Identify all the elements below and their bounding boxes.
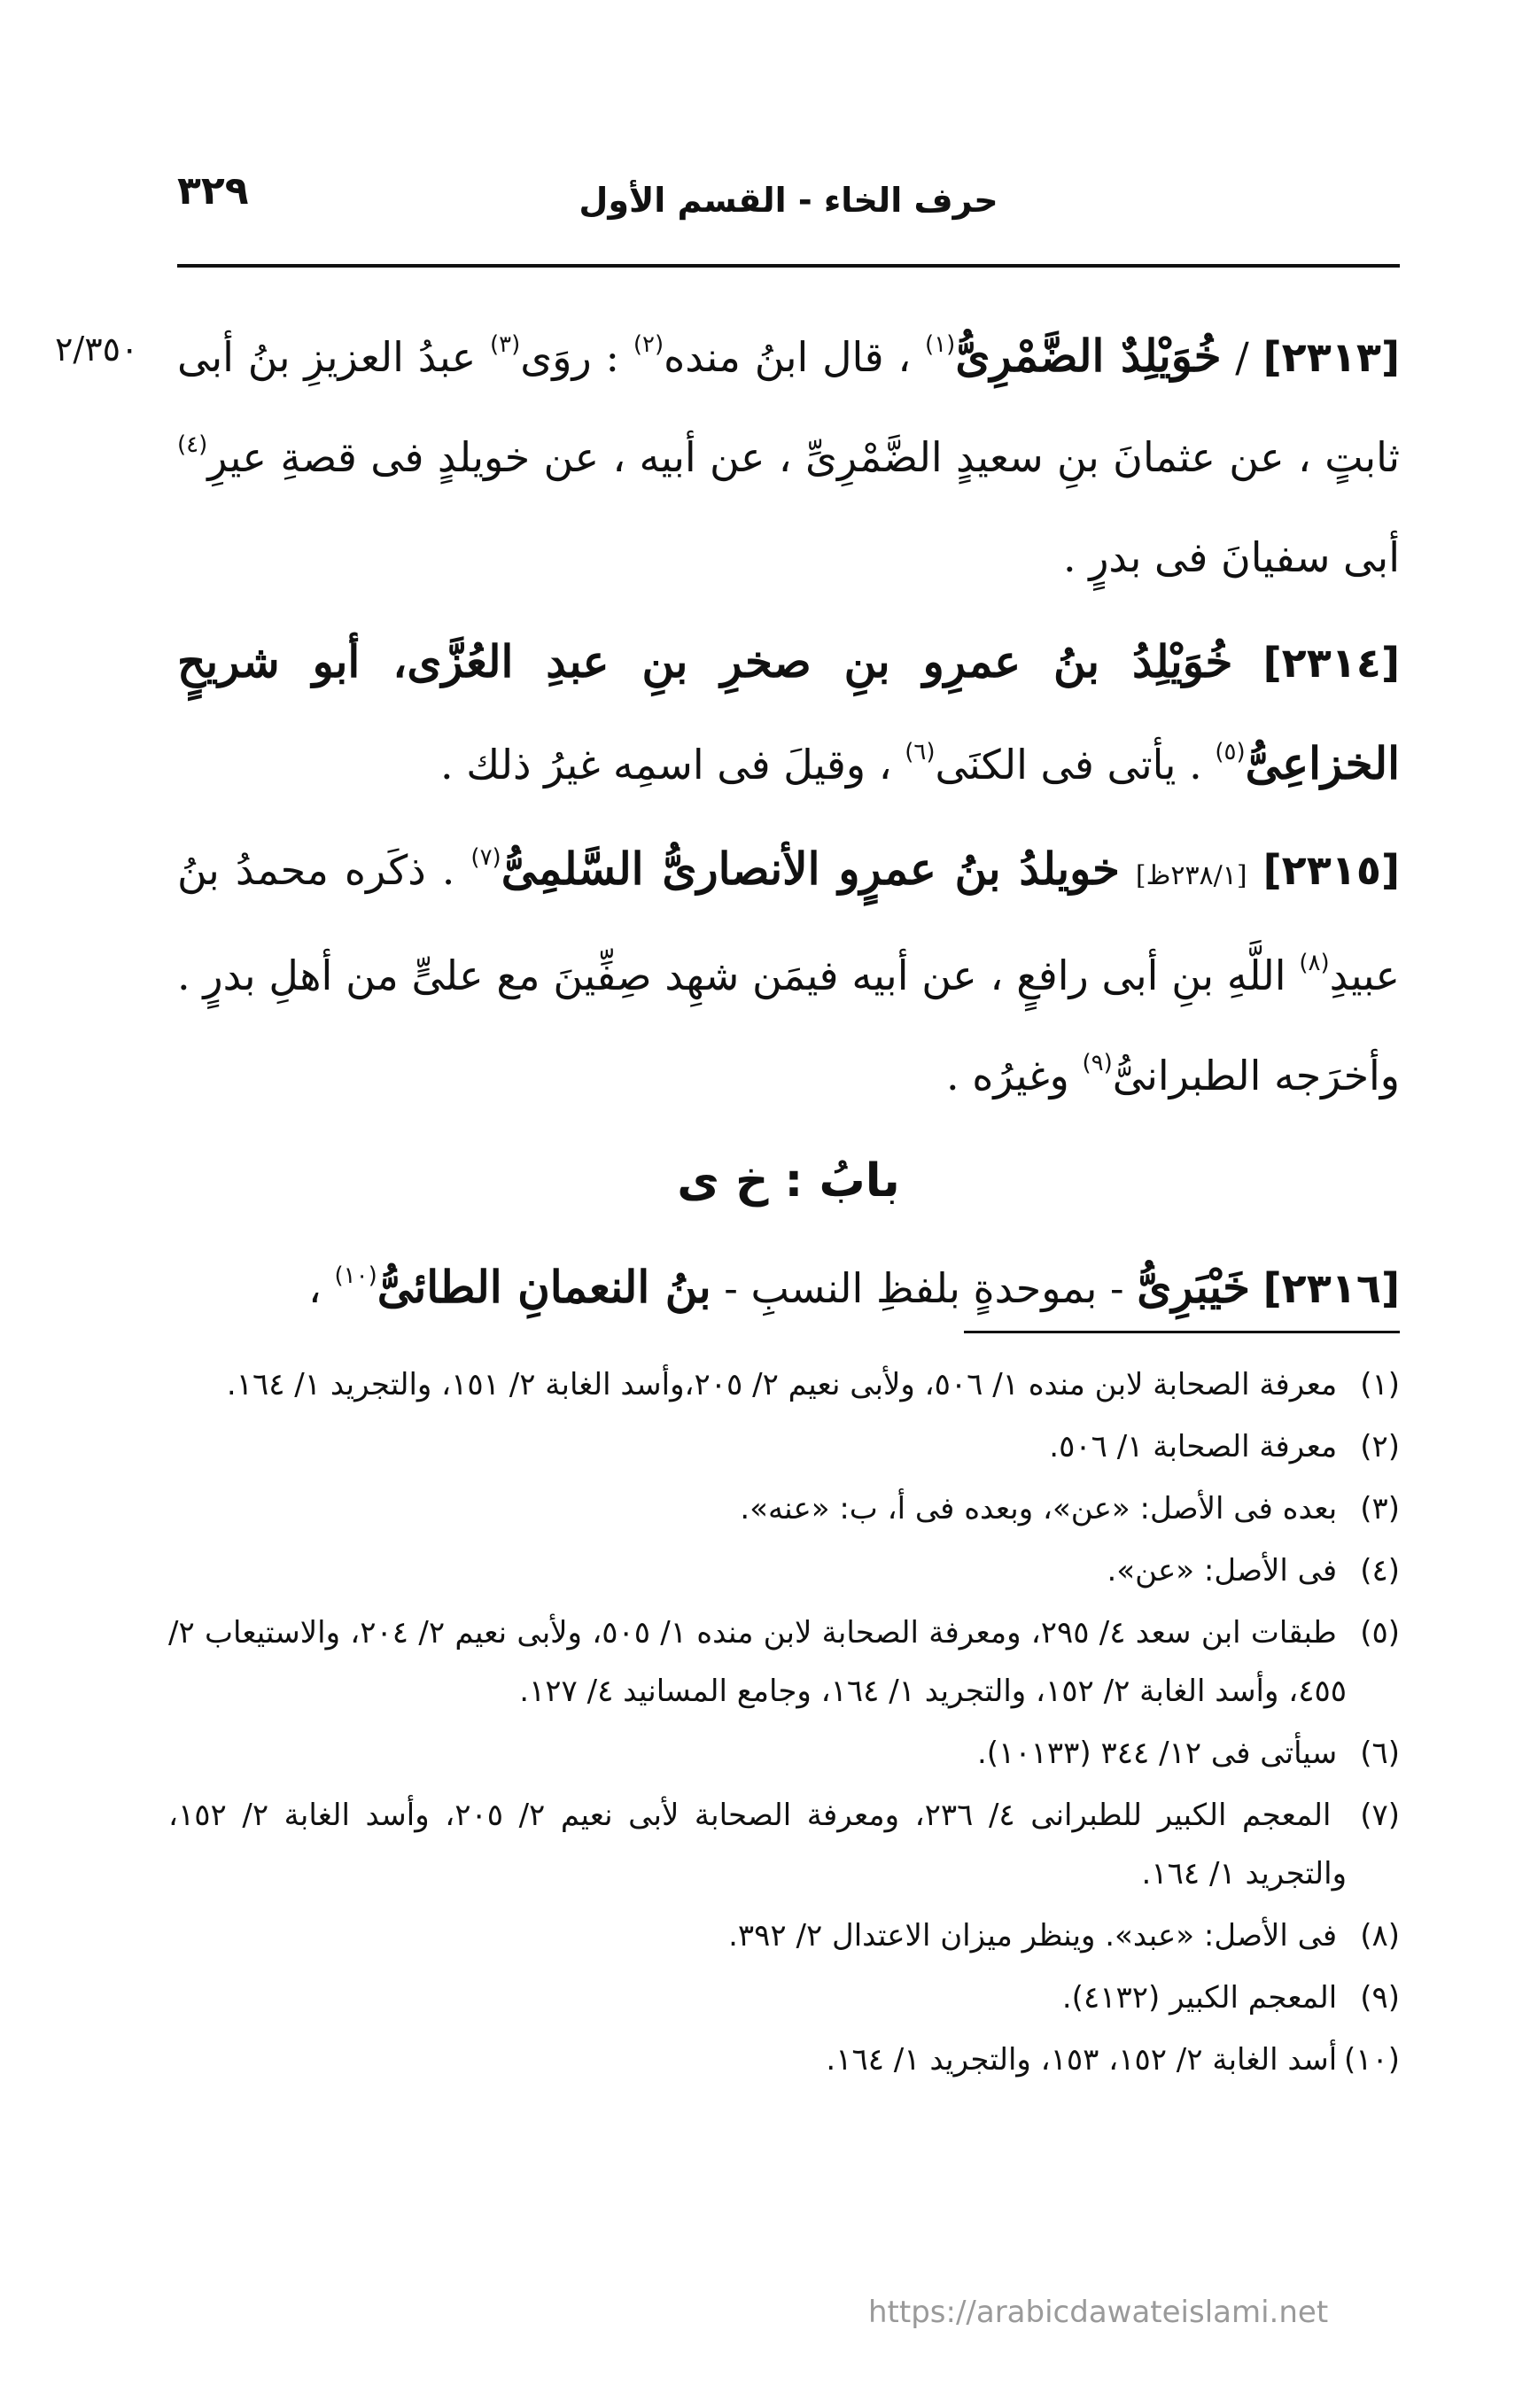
footnote xyxy=(168,1907,1400,1965)
main-text xyxy=(177,306,1400,1342)
footnote-label: (٧) xyxy=(1360,1798,1401,1833)
entry-text: اللَّهِ بنِ أبى رافعٍ ، عن أبيه فيمَن شهِد صِفِّينَ مع علىٍّ من أهلِ بدرٍ . وأخرَجه الطبرانىُّ xyxy=(177,952,1400,1099)
footnote-rule xyxy=(964,1331,1400,1333)
footnote-text: طبقات ابن سعد ٤/ ٢٩٥، ومعرفة الصحابة لابن منده ١/ ٥٠٥، ولأبى نعيم ٢/ ٢٠٤، والاستيعاب ٢/ ٤٥٥، وأسد الغابة ٢/ ١٥٢، والتجريد ١/ ١٦٤، وجامع المسانيد ٤/ ١٢٧. xyxy=(168,1615,1347,1709)
footnote-marker[interactable]: (٢) xyxy=(633,331,664,358)
footnote-label: (٨) xyxy=(1360,1918,1400,1954)
entry-2313 xyxy=(177,306,1400,608)
entry-number: [٢٣١٣] xyxy=(1262,333,1400,381)
footnote-marker[interactable]: (١٠) xyxy=(334,1262,377,1289)
entry-text: - بموحدةٍ بلفظِ النسبِ - xyxy=(711,1264,1138,1312)
footnotes xyxy=(168,1355,1400,2093)
footnote-text: فى الأصل: «عن». xyxy=(1107,1553,1338,1589)
entry-2315 xyxy=(177,819,1400,1126)
footnote-text: معرفة الصحابة ١/ ٥٠٦. xyxy=(1049,1429,1338,1464)
entry-name-continued: بنُ النعمانِ الطائىُّ xyxy=(377,1261,711,1313)
entry-text: . يأتى فى الكنَى xyxy=(935,741,1216,788)
watermark-url[interactable]: https://arabicdawateislami.net xyxy=(868,2295,1329,2330)
entry-text: ، xyxy=(308,1264,335,1312)
footnote-marker[interactable]: (٣) xyxy=(490,331,521,358)
entry-text: : روَى xyxy=(520,333,633,381)
footnote-label: (٦) xyxy=(1360,1736,1400,1771)
entry-name: خُوَيْلِدُ بنُ عمرِو بنِ صخرِ بنِ عبدِ العُزَّى، أبو شريحٍ الخزاعِىُّ xyxy=(177,635,1400,789)
footnote-text: بعده فى الأصل: «عن»، وبعده فى أ، ب: «عنه». xyxy=(740,1491,1338,1526)
footnote-label: (٣) xyxy=(1360,1491,1400,1526)
footnote-marker[interactable]: (٤) xyxy=(177,431,208,458)
page-number: ٣٢٩ xyxy=(177,168,249,214)
footnote-marker[interactable]: (١) xyxy=(925,331,956,358)
footnote xyxy=(168,1542,1400,1600)
running-header xyxy=(177,168,1400,239)
folio-reference: [٢٣٨/١ظ] xyxy=(1135,860,1247,891)
footnote-label: (٩) xyxy=(1360,1980,1400,2016)
footnote-marker[interactable]: (٦) xyxy=(905,739,936,765)
footnote-label: (١٠) xyxy=(1343,2042,1400,2078)
footnote xyxy=(168,1480,1400,1538)
entry-number: [٢٣١٦] xyxy=(1262,1264,1400,1312)
entry-2316 xyxy=(177,1237,1400,1339)
entry-number: [٢٣١٥] xyxy=(1262,846,1400,894)
footnote-marker[interactable]: (٥) xyxy=(1215,739,1246,765)
footnote xyxy=(168,1418,1400,1476)
footnote xyxy=(168,1969,1400,2027)
entry-number: [٢٣١٤] xyxy=(1262,639,1400,687)
footnote xyxy=(168,1724,1400,1783)
entry-name: خَيْبَرِىُّ xyxy=(1137,1261,1250,1313)
footnote-label: (١) xyxy=(1360,1367,1400,1402)
footnote-marker[interactable]: (٧) xyxy=(470,844,501,871)
entry-text: وغيرُه . xyxy=(945,1052,1083,1099)
entry-text: ، قال ابنُ منده xyxy=(664,333,926,381)
entry-text: . ذكَره محمدُ بنُ عبيدِ xyxy=(177,846,1400,999)
entry-text: أبى سفيانَ فى بدرٍ . xyxy=(1062,533,1400,581)
entry-2314 xyxy=(177,611,1400,815)
margin-reference: ٢/٣٥٠ xyxy=(55,330,139,369)
footnote xyxy=(168,1355,1400,1414)
footnote xyxy=(168,2031,1400,2089)
entry-name: خويلدُ بنُ عمرٍو الأنصارىُّ السَّلمِىُّ xyxy=(501,843,1120,895)
header-title: حرف الخاء - القسم الأول xyxy=(579,181,998,220)
footnote-text: فى الأصل: «عبد». وينظر ميزان الاعتدال ٢/ ٣٩٢. xyxy=(728,1918,1338,1954)
entry-name: خُوَيْلِدٌ الضَّمْرِىُّ xyxy=(955,330,1222,382)
footnote-text: المعجم الكبير للطبرانى ٤/ ٢٣٦، ومعرفة الصحابة لأبى نعيم ٢/ ٢٠٥، وأسد الغابة ٢/ ١٥٢، والتجريد ١/ ١٦٤. xyxy=(168,1798,1347,1891)
footnote-text: معرفة الصحابة لابن منده ١/ ٥٠٦، ولأبى نعيم ٢/ ٢٠٥،وأسد الغابة ٢/ ١٥١، والتجريد ١/ ١٦٤. xyxy=(226,1367,1338,1402)
footnote-label: (٢) xyxy=(1360,1429,1400,1464)
entry-text: عبدُ العزيزِ بنُ أبى ثابتٍ ، عن عثمانَ بنِ سعيدٍ الضَّمْرِىِّ ، عن أبيه ، عن خويلدٍ فى قصةِ عيرِ xyxy=(177,333,1400,481)
footnote xyxy=(168,1786,1400,1903)
footnote-label: (٤) xyxy=(1360,1553,1400,1589)
entry-text: ، وقيلَ فى اسمِه غيرُ ذلك . xyxy=(439,741,905,788)
footnote-text: المعجم الكبير (٤١٣٢). xyxy=(1061,1980,1338,2016)
footnote-marker[interactable]: (٩) xyxy=(1082,1050,1113,1076)
footnote xyxy=(168,1604,1400,1721)
footnote-marker[interactable]: (٨) xyxy=(1299,950,1330,976)
footnote-text: سيأتى فى ١٢/ ٣٤٤ (١٠١٣٣). xyxy=(977,1736,1338,1771)
header-rule xyxy=(177,264,1400,268)
footnote-text: أسد الغابة ٢/ ١٥٢، ١٥٣، والتجريد ١/ ١٦٤. xyxy=(826,2042,1338,2078)
entry-separator: / xyxy=(1221,333,1263,381)
chapter-heading: بابُ : خ ى xyxy=(677,1154,900,1208)
footnote-label: (٥) xyxy=(1360,1615,1401,1651)
